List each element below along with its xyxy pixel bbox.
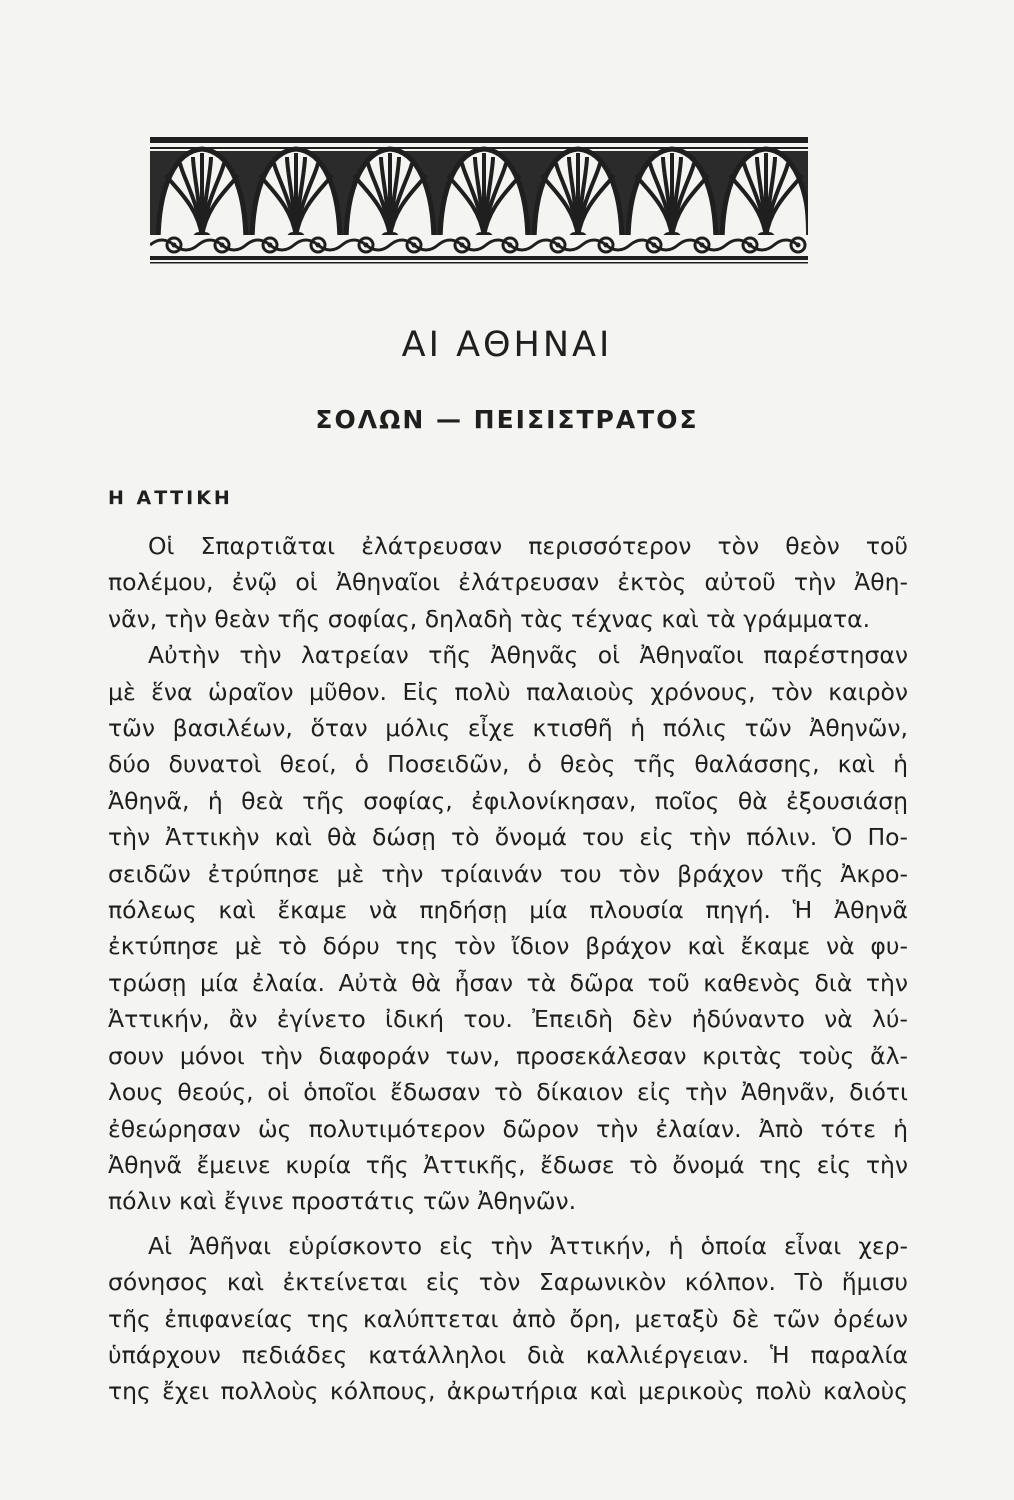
- text-line: τρώσῃ μία ἐλαία. Αὐτὰ θὰ ἦσαν τὰ δῶρα τοῦ καθενὸς διὰ τὴν: [108, 968, 908, 997]
- body-text: [108, 528, 908, 1410]
- text-line: ἐκτύπησε μὲ τὸ δόρυ της τὸν ἴδιον βράχον καὶ ἔκαμε νὰ φυ-: [108, 932, 908, 961]
- text-line: πόλεως καὶ ἔκαμε νὰ πηδήσῃ μία πλουσία πηγή. Ἡ Ἀθηνᾶ: [108, 896, 908, 925]
- text-line: Οἱ Σπαρτιᾶται ἐλάτρευσαν περισσότερον τὸν θεὸν τοῦ: [148, 532, 908, 560]
- text-line: ὑπάρχουν πεδιάδες κατάλληλοι διὰ καλλιέργειαν. Ἡ παραλία: [108, 1340, 908, 1369]
- page-title: ΑΙ ΑΘΗΝΑΙ: [401, 325, 613, 365]
- text-line: μὲ ἕνα ὡραῖον μῦθον. Εἰς πολὺ παλαιοὺς χρόνους, τὸν καιρὸν: [108, 677, 908, 706]
- text-line: Αὐτὴν τὴν λατρείαν τῆς Ἀθηνᾶς οἱ Ἀθηναῖοι παρέστησαν: [148, 641, 908, 670]
- section-heading: Η ΑΤΤΙΚΗ: [108, 487, 233, 509]
- text-line: ἐθεώρησαν ὡς πολυτιμότερον δῶρον τὴν ἐλαίαν. Ἀπὸ τότε ἡ: [108, 1114, 908, 1143]
- text-line: τῆς ἐπιφανείας της καλύπτεται ἀπὸ ὄρη, μεταξὺ δὲ τῶν ὀρέων: [108, 1304, 908, 1333]
- text-line: πολέμου, ἐνῷ οἱ Ἀθηναῖοι ἐλάτρευσαν ἐκτὸς αὐτοῦ τὴν Ἀθη-: [108, 568, 908, 597]
- anthemion-frieze-icon: [150, 135, 808, 265]
- text-line: δύο δυνατοὶ θεοί, ὁ Ποσειδῶν, ὁ θεὸς τῆς θαλάσσης, καὶ ἡ: [108, 750, 908, 779]
- text-line: νᾶν, τὴν θεὰν τῆς σοφίας, δηλαδὴ τὰς τέχνας καὶ τὰ γράμματα.: [108, 604, 871, 633]
- text-line: σόνησος καὶ ἐκτείνεται εἰς τὸν Σαρωνικὸν κόλπον. Τὸ ἥμισυ: [108, 1268, 908, 1297]
- text-line: σειδῶν ἐτρύπησε μὲ τὴν τρίαινάν του τὸν βράχον τῆς Ἀκρο-: [108, 859, 908, 888]
- text-line: λους θεούς, οἱ ὁποῖοι ἔδωσαν τὸ δίκαιον εἰς τὴν Ἀθηνᾶν, διότι: [108, 1078, 908, 1107]
- text-line: Ἀττικήν, ἂν ἐγίνετο ἰδική του. Ἐπειδὴ δὲν ἠδύναντο νὰ λύ-: [108, 1005, 908, 1034]
- text-line: Ἀθηνᾶ, ἡ θεὰ τῆς σοφίας, ἐφιλονίκησαν, ποῖος θὰ ἐξουσιάσῃ: [108, 786, 908, 815]
- page-subtitle: ΣΟΛΩΝ — ΠΕΙΣΙΣΤΡΑΤΟΣ: [315, 405, 699, 434]
- text-line: της ἔχει πολλοὺς κόλπους, ἀκρωτήρια καὶ μερικοὺς πολὺ καλοὺς: [108, 1377, 908, 1406]
- text-line: Ἀθηνᾶ ἔμεινε κυρία τῆς Ἀττικῆς, ἔδωσε τὸ ὄνομά της εἰς τὴν: [108, 1150, 908, 1179]
- paragraph-gap: [108, 1220, 908, 1228]
- text-line: σουν μόνοι τὴν διαφοράν των, προσεκάλεσαν κριτὰς τοὺς ἄλ-: [108, 1041, 908, 1070]
- text-line: Αἱ Ἀθῆναι εὑρίσκοντο εἰς τὴν Ἀττικήν, ἡ ὁποία εἶναι χερ-: [148, 1231, 908, 1260]
- text-line: πόλιν καὶ ἔγινε προστάτις τῶν Ἀθηνῶν.: [108, 1187, 577, 1216]
- text-line: τῶν βασιλέων, ὅταν μόλις εἶχε κτισθῆ ἡ πόλις τῶν Ἀθηνῶν,: [108, 714, 908, 743]
- text-line: τὴν Ἀττικὴν καὶ θὰ δώσῃ τὸ ὄνομά του εἰς τὴν πόλιν. Ὁ Πο-: [108, 823, 908, 852]
